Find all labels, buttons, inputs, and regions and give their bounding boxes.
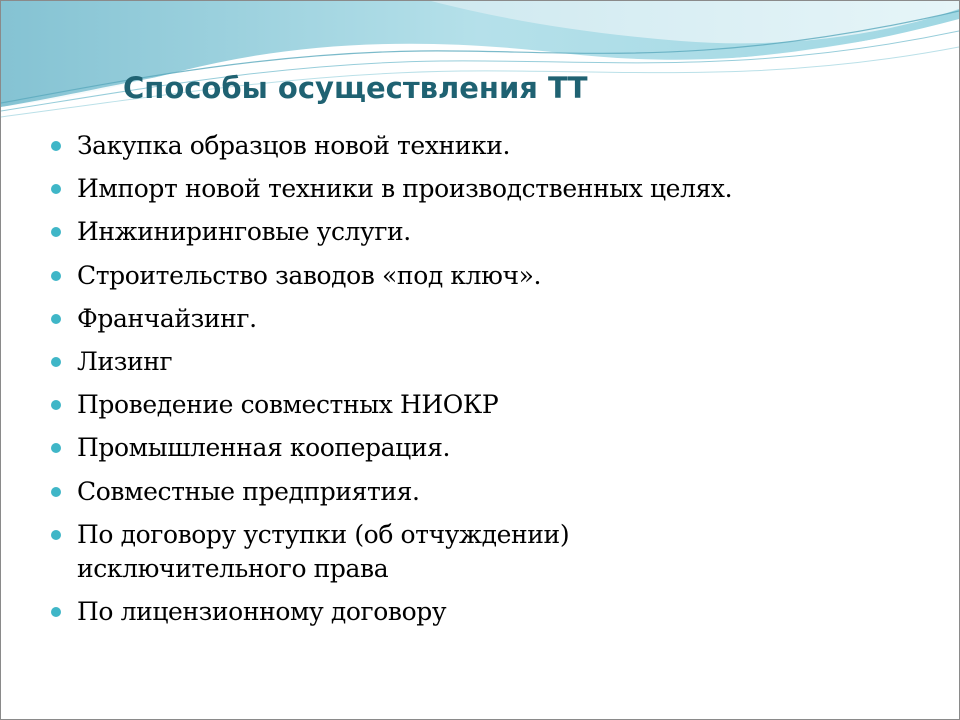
- bullet-text: По лицензионному договору: [77, 596, 447, 626]
- bullet-list: [49, 129, 929, 638]
- bullet-text: Промышленная кооперация.: [77, 433, 451, 463]
- bullet-icon: [51, 184, 61, 194]
- bullet-item: [49, 129, 929, 163]
- bullet-text: Совместные предприятия.: [77, 476, 420, 506]
- bullet-text: Проведение совместных НИОКР: [77, 390, 499, 420]
- bullet-icon: [51, 400, 61, 410]
- bullet-item: [49, 172, 929, 206]
- bullet-icon: [51, 314, 61, 324]
- bullet-text: Франчайзинг.: [77, 303, 257, 333]
- bullet-item: [49, 475, 929, 509]
- bullet-text: Импорт новой техники в производственных целях.: [77, 174, 733, 204]
- bullet-icon: [51, 357, 61, 367]
- bullet-item: [49, 595, 929, 629]
- bullet-icon: [51, 607, 61, 617]
- bullet-text: По договору уступки (об отчуждении) исключительного права: [77, 519, 570, 583]
- bullet-item: [49, 345, 929, 379]
- bullet-text: Закупка образцов новой техники.: [77, 131, 511, 160]
- bullet-icon: [51, 487, 61, 497]
- bullet-icon: [51, 530, 61, 540]
- bullet-item: [49, 215, 929, 249]
- bullet-item: [49, 259, 929, 293]
- bullet-icon: [51, 271, 61, 281]
- bullet-icon: [51, 141, 61, 151]
- bullet-text: Лизинг: [77, 346, 173, 376]
- slide-title: Способы осуществления ТТ: [123, 71, 588, 105]
- bullet-icon: [51, 227, 61, 237]
- bullet-item: [49, 431, 929, 465]
- bullet-item: [49, 518, 929, 586]
- bullet-text: Инжиниринговые услуги.: [77, 217, 411, 247]
- bullet-text: Строительство заводов «под ключ».: [77, 260, 542, 290]
- bullet-icon: [51, 443, 61, 453]
- bullet-item: [49, 388, 929, 422]
- bullet-item: [49, 302, 929, 336]
